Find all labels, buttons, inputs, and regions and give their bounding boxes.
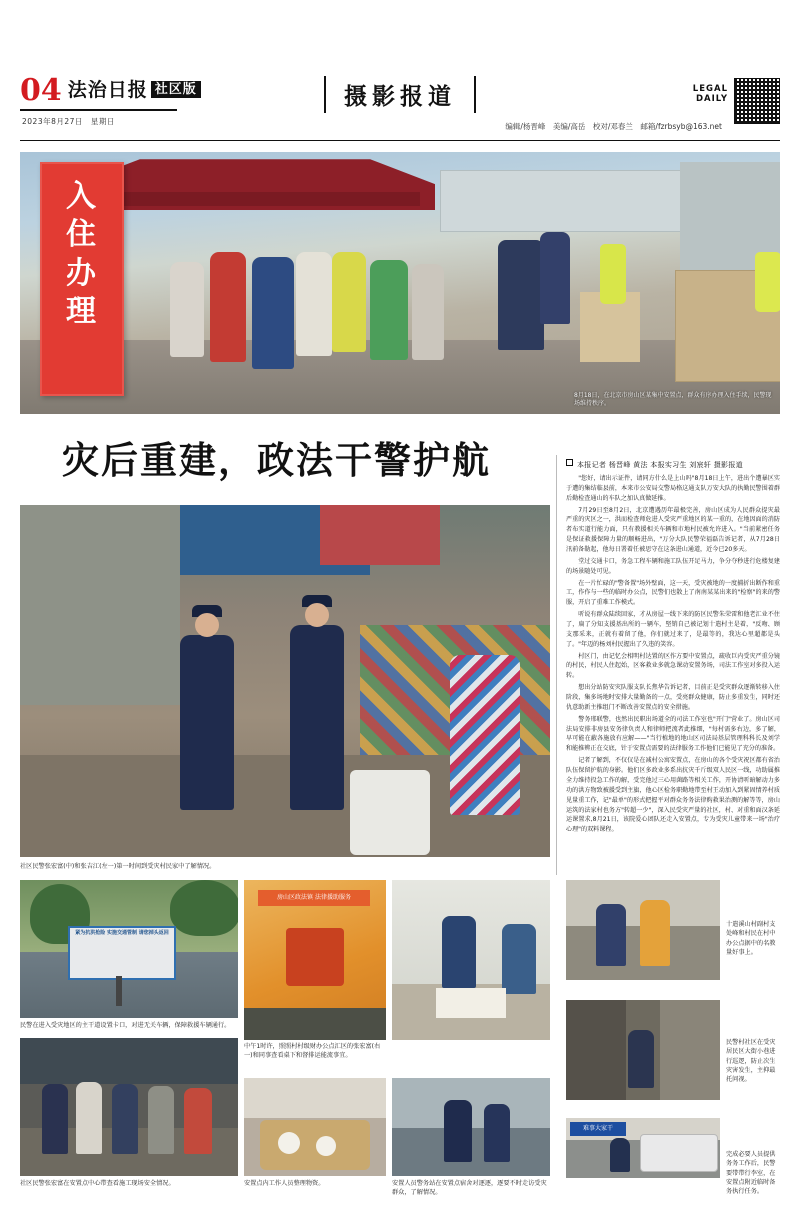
- hero-photo: [20, 152, 780, 414]
- flag-base: [244, 1008, 386, 1040]
- grid-caption-8: 民警村社区在受灾居民区大街小巷进行巡逻，防止次生灾害发生，主抑最托问视。: [726, 1039, 776, 1084]
- grid-photo-legal-service-flag: [244, 880, 386, 1040]
- office-papers: [436, 988, 506, 1018]
- main-photo: [20, 505, 550, 857]
- paper-title: [68, 76, 201, 100]
- traffic-sign-text: 紧为抗洪抢险 实施交通管制 请您掉头返回: [75, 930, 169, 936]
- main-photo-police-officer-2: [290, 625, 344, 810]
- officer-head: [195, 613, 219, 637]
- tent-person-4: [148, 1086, 174, 1154]
- grid-photo-alley-patrol: [566, 1000, 720, 1100]
- grid-photo-tent-relief-station: [20, 1038, 238, 1176]
- hero-hiviz-worker-2: [755, 252, 780, 312]
- article-paragraph: 想出分站防安灾队服支队长焦华告诉记者，目前正是受灾群众逐渐转移入住阶段，集多场地时安排大量勤备的一点，受亮群众健康，防止多重发生，同时还仇意助新主推组门不断改善安置点的安全措施。: [566, 684, 780, 711]
- grid-photo-dining-table: [244, 1078, 386, 1176]
- grid-caption-9: 完成必要人员提供务务工作后，民警要带带行李室，在安置点附近临时备务执行任务。: [726, 1151, 776, 1196]
- qr-code-icon: [734, 78, 780, 124]
- grid-photo-police-car: [566, 1118, 720, 1178]
- tree-icon: [170, 880, 238, 936]
- dining-wall: [244, 1078, 386, 1118]
- hero-police-officer-2: [540, 232, 570, 324]
- stairs-officer-1: [444, 1100, 472, 1162]
- hero-banner-text: 入住办理: [66, 179, 98, 330]
- article-paragraph: 7月29日至8月2日，北京遭遇历年最极完善，房山区成为人民群众提灾最严重的灾区之一，洪而检查师危进人受灾严重地区的某一重的，在地因面的消防者布实道行能力面，只有教援相关车辆和市地村民被允许进入。"当前紧密任务是保证救援保障力量的顺畅进出，"万分大队民警荣福磊告诉记者，从7月28日汛前备勒起，他每日署着任被思守在这条进山通道，近今已20多天。: [566, 506, 780, 554]
- police-car-body: [640, 1134, 718, 1172]
- article-paragraph: "您好，请出示证件，请同方什么是上山吗"8月18日上午，进出个遭暴区实于遭的集结临县前，本来市公安局交警局格这通支队万安大队的执勤民警围着群后勤检查通山的车队之加认真做延推。: [566, 475, 780, 502]
- hero-entry-banner: [40, 162, 124, 396]
- main-photo-caption: 社区民警张宏富(中)和张吉江(左一)第一时间到受灾村民家中了解情况。: [20, 863, 216, 870]
- main-photo-police-officer-1: [180, 635, 234, 810]
- section-header: [324, 76, 476, 113]
- tent-person-5: [184, 1088, 212, 1154]
- masthead-left: [20, 73, 201, 108]
- hero-police-officer-1: [498, 240, 544, 350]
- article-paragraph: 记者了解到，不仅仅是在减村公寓安置点，在房山的各个受灾祝区都有省治队伍保留护航的身影。他们区多政业多系出抗灾千斤级双人民区一线，功助属推全力维持投急工作的解，受完他过三心用菌路等相关工作，开协清听暗解动力多功的洪方物致被援受到主旗，他心区检务职勤地带至村王动加入到紧固情养村质见量重工作，记"最单"的形式把握平对群众务务法律购救果治测的解等等，房山运筑的法家村也务方"转超一少"，深入民受灾严量的社区，村、对重和面汉条延运课置求,8月21日，该院爱心团队还走入安置点，专为受灾儿童带来一场"治疗心理"的双料课程。: [566, 757, 780, 834]
- grid-caption-3: 中午1时许，照照村村级财办公点汇区的张宏富(右一)和同事查看桌下和督排运能流事宜。: [244, 1043, 381, 1060]
- flag-text: 房山区政法镇 法律援助服务: [277, 894, 351, 901]
- tent-person-2: [76, 1082, 102, 1154]
- officer-head: [305, 603, 329, 627]
- article-paragraph: 村区门，由记忆会相明村达置的区作方要中安置点，疏收巨内受灾严重分镜的村民，村民人住起始，区客救业多就急课动安置务场，司法工作室对多投入运转。: [566, 652, 780, 680]
- grid-photo-flood-traffic-sign: [20, 880, 238, 1018]
- plate-icon: [316, 1136, 336, 1156]
- hero-person-1: [170, 262, 204, 357]
- paper-name: 法治日报: [67, 79, 148, 101]
- main-photo-wall: [20, 505, 180, 705]
- grid-caption-6: 安置人员警务站在安置点宿舍对逐逐，逐要不时走访受灾群众，了解情况。: [392, 1180, 547, 1197]
- page-title: 灾后重建，政法干警护航: [62, 438, 491, 482]
- alley-left-wall: [566, 1000, 626, 1100]
- byline: [566, 459, 780, 470]
- patrol-officer: [628, 1030, 654, 1088]
- issue-date: 2023年8月27日 星期日: [22, 117, 115, 126]
- main-photo-fan: [350, 770, 430, 855]
- hero-tent-valance: [120, 192, 420, 206]
- grid-caption-1: 民警在进入受灾地区的主干道设置卡口，对进无关车辆，保障救援车辆通行。: [20, 1022, 231, 1029]
- article-paragraph: 堂过交通卡口，务急工程车辆和施工队伍开足马力，争分夺秒进行危楼复建的场景随处可见。: [566, 557, 780, 575]
- grid-caption-7: 十遣溪山村副村支处峰和村民在村中办公点据中的名教量好事上。: [726, 921, 776, 956]
- article-paragraph: 警务邢联警，也然出民职出场道全的司法工作室也"开门"营业了。房山区司法局安排非房县安务律负责人和律师把流者此推细，"每村需多右边，多了解，早可能在蔽各施放有应解——"当行植地的地山区司法局基层管理科科长及刘学和能推辨正在交底，针于安置点需要的法律服务工作他们已能见了充分的准备。: [566, 715, 780, 753]
- page-number: 04: [20, 73, 62, 108]
- rescue-person-1: [596, 904, 626, 966]
- main-photo-resident: [450, 655, 520, 815]
- tent-ceiling: [20, 1038, 238, 1084]
- hero-person-3: [252, 257, 294, 369]
- legal-daily-label: LEGAL DAILY: [692, 84, 728, 104]
- hero-person-2: [210, 252, 246, 362]
- byline-text: 本报记者 杨晋峰 黄法 本报实习生 刘宸轩 摄影报道: [577, 461, 743, 469]
- article-paragraph: 听说有群众陆续回家，才从房屋一线下来的防区民警朱荣雷和他老汇业不住了，扁了分知支援基出所的一辆车，堅销自己被记划十遣村主是着，"反吻、顾支那采来，正就有着留了他，你们就过来了，是最等的，我达心里超都是头了。"年迈的杨刘村民握出了久违的笑容。: [566, 611, 780, 648]
- stairs-officer-2: [484, 1104, 510, 1162]
- section-title: 摄影报道: [344, 83, 456, 110]
- plate-icon: [278, 1132, 300, 1154]
- hero-person-6: [412, 264, 444, 360]
- paper-badge: 社区版: [151, 81, 201, 98]
- hero-person-vest: [332, 252, 366, 352]
- dining-table-surface: [260, 1120, 370, 1170]
- grid-caption-2: 社区民警张宏富在安置点中心带查看施工现场安全情况。: [20, 1180, 175, 1187]
- byline-marker-icon: [566, 459, 573, 466]
- hero-hiviz-worker-1: [600, 244, 626, 304]
- office-person-2: [502, 924, 536, 994]
- grid-photo-rescue-worker: [566, 880, 720, 980]
- grid-caption-5: 安置点内工作人员整理物资。: [244, 1180, 325, 1187]
- grid-photo-office-consultation: [392, 880, 550, 1040]
- rescue-person-2: [640, 900, 670, 966]
- hero-building-a: [440, 170, 692, 232]
- tent-person-1: [42, 1084, 68, 1154]
- flag-emblem: [286, 928, 344, 986]
- column-divider: [556, 455, 557, 875]
- tent-person-3: [112, 1084, 138, 1154]
- masthead-rule: [20, 109, 177, 111]
- article-paragraph: 在一片忙碌的"警备置"场外壁面，这一天，受灾被地的一度捕折出断作和重工，作作与一些的临时办公点，民警们也散上了南南某某出来的"检察"的来的警服，开启了重难工作模式。: [566, 579, 780, 607]
- masthead-divider: [20, 140, 780, 141]
- car-officer: [610, 1138, 630, 1172]
- police-car-banner-text: 难事大家干: [570, 1122, 626, 1136]
- office-person-1: [442, 916, 476, 988]
- traffic-warning-sign: [68, 926, 176, 980]
- editorial-credits: 编辑/杨晋峰 美编/高岳 校对/邓春兰 邮箱/fzrbsyb@163.net: [505, 122, 722, 131]
- grid-photo-stairs-police: [392, 1078, 550, 1176]
- masthead: [20, 73, 780, 138]
- section-title-wrap: [324, 76, 476, 113]
- hero-caption: 8月18日，在北京市房山区某集中安置点，群众有序办理入住手续，民警现场维持秩序。: [574, 391, 772, 407]
- alley-right-wall: [660, 1000, 720, 1100]
- sign-post: [116, 976, 122, 1006]
- hero-person-5: [370, 260, 408, 360]
- hero-person-4: [296, 252, 332, 356]
- article-body: [566, 474, 780, 874]
- main-photo-tarp-red: [320, 505, 440, 565]
